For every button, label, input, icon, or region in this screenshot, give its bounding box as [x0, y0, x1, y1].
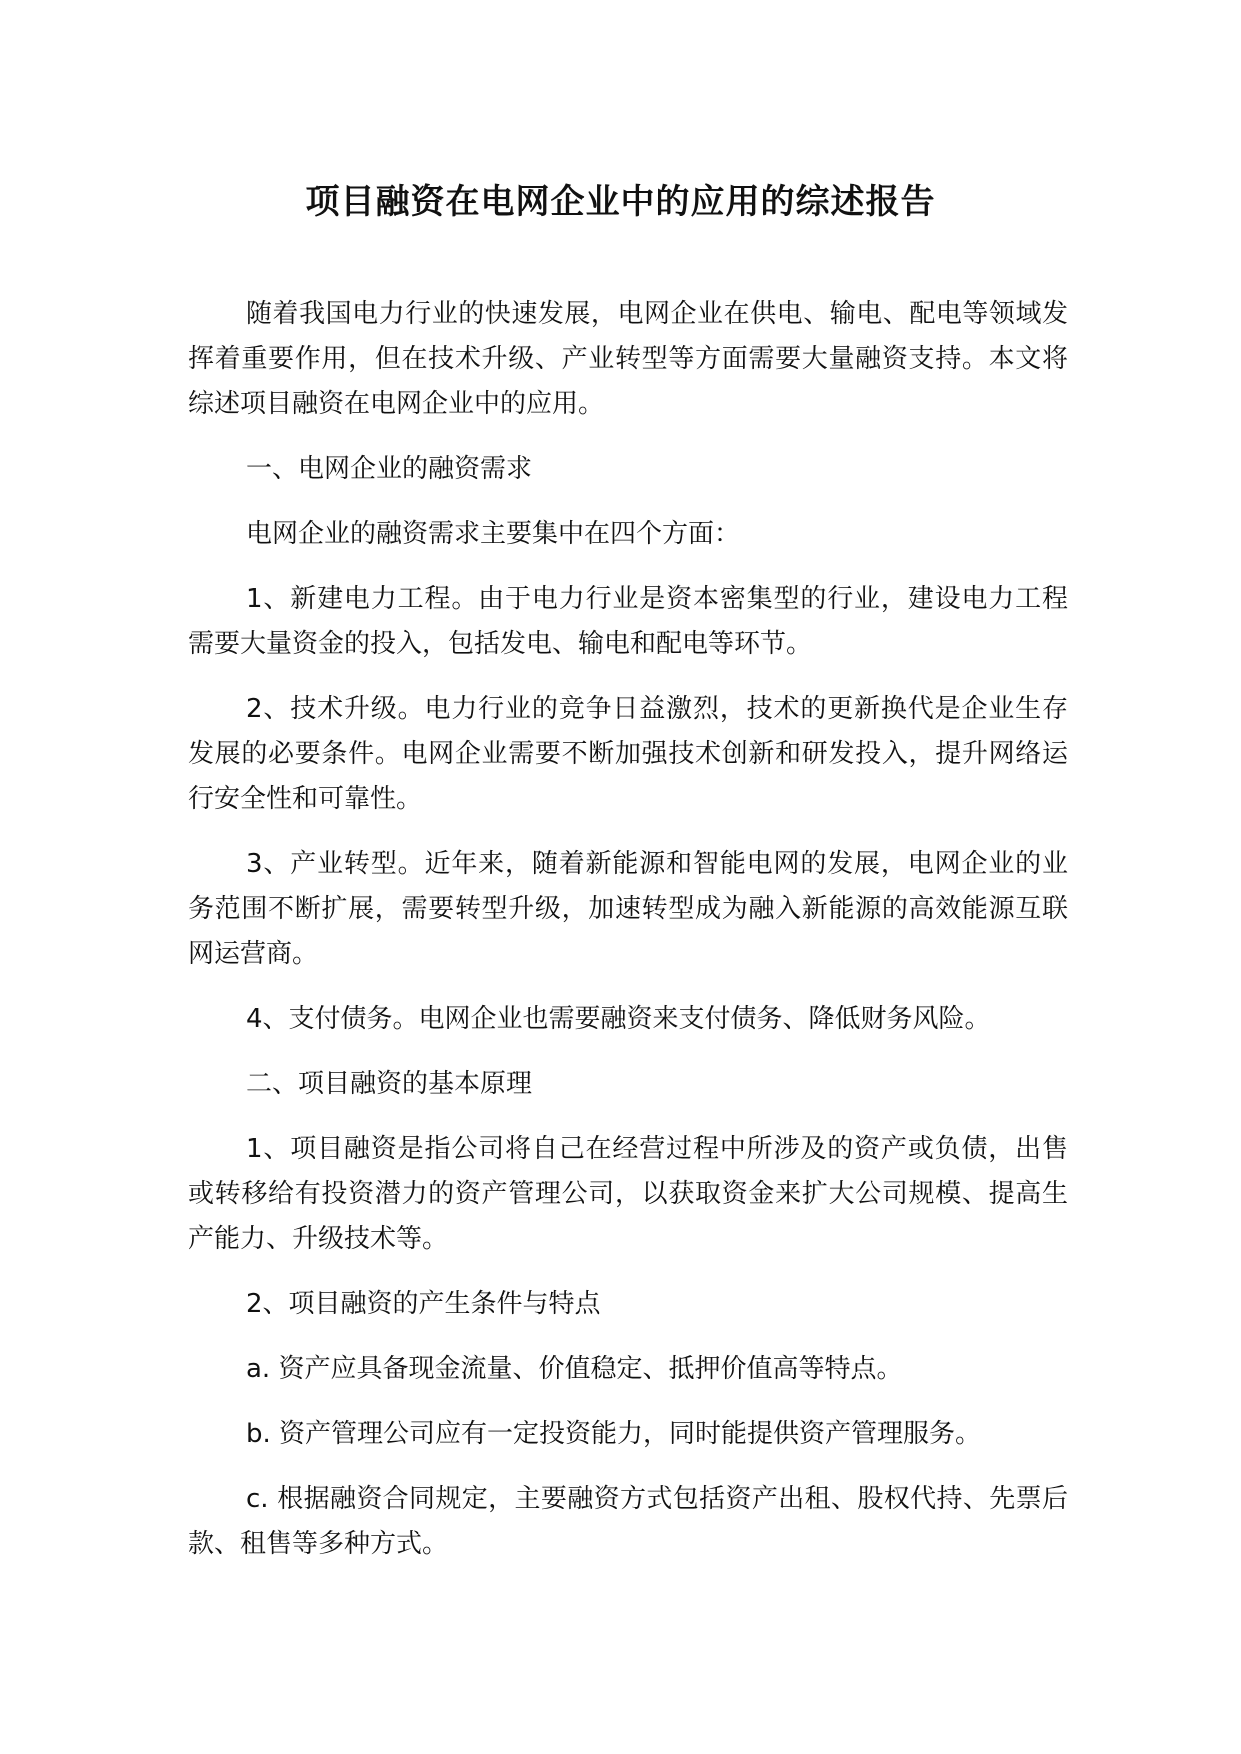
paragraph-needs-overview: 电网企业的融资需求主要集中在四个方面：	[246, 519, 741, 549]
paragraph-condition-a: a. 资产应具备现金流量、价值稳定、抵押价值高等特点。	[246, 1354, 903, 1384]
document-body	[188, 292, 1068, 1587]
section-heading-financing-needs: 一、电网企业的融资需求	[246, 454, 533, 484]
paragraph-need-tech-upgrade: 2、技术升级。电力行业的竞争日益激烈，技术的更新换代是企业生存发展的必要条件。电网企业需要不断加强技术创新和研发投入，提升网络运行安全性和可靠性。	[188, 694, 1068, 814]
paragraph-condition-b: b. 资产管理公司应有一定投资能力，同时能提供资产管理服务。	[246, 1419, 982, 1449]
paragraph-principle-conditions: 2、项目融资的产生条件与特点	[246, 1289, 601, 1319]
paragraph-need-industry-transform: 3、产业转型。近年来，随着新能源和智能电网的发展，电网企业的业务范围不断扩展，需要转型升级，加速转型成为融入新能源的高效能源互联网运营商。	[188, 849, 1068, 969]
section-heading-basic-principles: 二、项目融资的基本原理	[246, 1069, 533, 1099]
document-title: 项目融资在电网企业中的应用的综述报告	[305, 182, 936, 222]
paragraph-principle-definition: 1、项目融资是指公司将自己在经营过程中所涉及的资产或负债，出售或转移给有投资潜力的资产管理公司，以获取资金来扩大公司规模、提高生产能力、升级技术等。	[188, 1134, 1068, 1254]
paragraph-need-debt-payment: 4、支付债务。电网企业也需要融资来支付债务、降低财务风险。	[246, 1004, 991, 1034]
paragraph-need-new-projects: 1、新建电力工程。由于电力行业是资本密集型的行业，建设电力工程需要大量资金的投入，包括发电、输电和配电等环节。	[188, 584, 1068, 659]
intro-paragraph: 随着我国电力行业的快速发展，电网企业在供电、输电、配电等领域发挥着重要作用，但在技术升级、产业转型等方面需要大量融资支持。本文将综述项目融资在电网企业中的应用。	[188, 299, 1068, 419]
paragraph-condition-c: c. 根据融资合同规定，主要融资方式包括资产出租、股权代持、先票后款、租售等多种方式。	[188, 1484, 1068, 1559]
